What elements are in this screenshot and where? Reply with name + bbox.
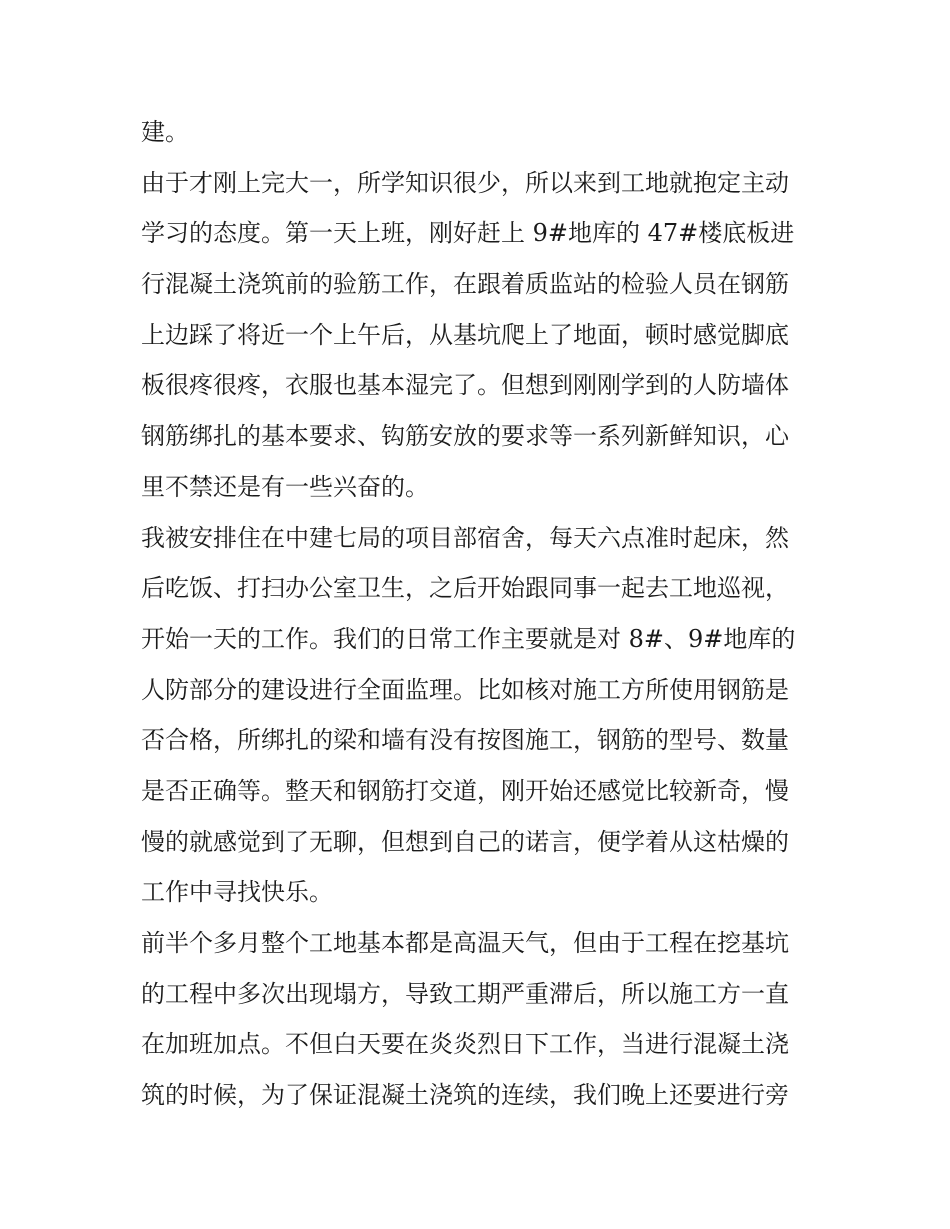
text-line: 建。: [141, 118, 189, 146]
text-line: 是否正确等。整天和钢筋打交道，刚开始还感觉比较新奇，慢: [141, 776, 789, 805]
text-line: 我被安排住在中建七局的项目部宿舍，每天六点准时起床，然: [141, 523, 789, 552]
text-line: 前半个多月整个工地基本都是高温天气，但由于工程在挖基坑: [141, 929, 789, 957]
text-line: 上边踩了将近一个上午后，从基坑爬上了地面，顿时感觉脚底: [141, 320, 789, 349]
text-line: 开始一天的工作。我们的日常工作主要就是对 8#、9#地库的: [141, 624, 796, 653]
text-line: 慢的就感觉到了无聊，但想到自己的诺言，便学着从这枯燥的: [141, 827, 789, 856]
text-line: 筑的时候，为了保证混凝土浇筑的连续，我们晚上还要进行旁: [141, 1081, 789, 1110]
text-line: 钢筋绑扎的基本要求、钩筋安放的要求等一系列新鲜知识，心: [141, 422, 789, 451]
body-text: [141, 107, 816, 1121]
text-line: 学习的态度。第一天上班，刚好赶上 9#地库的 47#楼底板进: [141, 219, 795, 248]
text-line: 板很疼很疼，衣服也基本湿完了。但想到刚刚学到的人防墙体: [141, 371, 789, 400]
text-line: 在加班加点。不但白天要在炎炎烈日下工作，当进行混凝土浇: [141, 1030, 789, 1059]
text-line: 行混凝土浇筑前的验筋工作，在跟着质监站的检验人员在钢筋: [141, 270, 789, 299]
text-line: 的工程中多次出现塌方，导致工期严重滞后，所以施工方一直: [141, 979, 789, 1008]
text-line: 否合格，所绑扎的梁和墙有没有按图施工，钢筋的型号、数量: [141, 726, 789, 755]
text-line: 人防部分的建设进行全面监理。比如核对施工方所使用钢筋是: [141, 675, 789, 704]
text-line: 里不禁还是有一些兴奋的。: [141, 472, 429, 501]
text-line: 工作中寻找快乐。: [141, 878, 333, 907]
text-line: 后吃饭、打扫办公室卫生，之后开始跟同事一起去工地巡视，: [141, 574, 789, 603]
text-line: 由于才刚上完大一，所学知识很少，所以来到工地就抱定主动: [141, 168, 789, 197]
